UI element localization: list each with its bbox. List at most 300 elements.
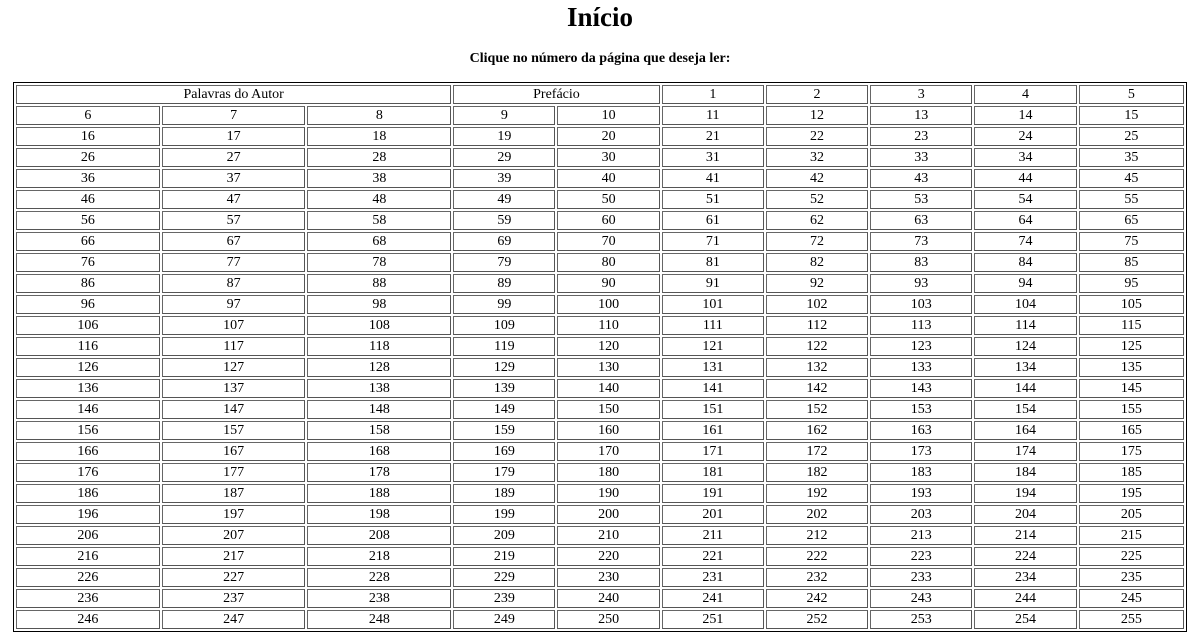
page-link[interactable]: 164 [1015,423,1037,438]
page-link[interactable]: 23 [914,129,929,144]
page-link[interactable]: 106 [77,318,99,333]
page-number-cell[interactable] [870,106,972,125]
page-number-cell[interactable] [974,106,1076,125]
page-link[interactable]: 189 [493,486,515,501]
page-link[interactable]: 218 [368,549,390,564]
page-number-cell[interactable] [307,169,451,188]
page-link[interactable]: Prefácio [533,87,580,102]
page-number-cell[interactable] [870,337,972,356]
page-number-cell[interactable] [453,589,555,608]
page-number-cell[interactable] [307,316,451,335]
page-link[interactable]: 73 [914,234,929,249]
page-link[interactable]: 126 [77,360,99,375]
page-number-cell[interactable] [766,274,868,293]
page-number-cell[interactable] [307,526,451,545]
page-number-cell[interactable] [662,379,764,398]
page-link[interactable]: 156 [77,423,99,438]
page-number-cell[interactable] [453,526,555,545]
page-number-cell[interactable] [557,484,659,503]
page-number-cell[interactable] [453,211,555,230]
page-link[interactable]: 191 [702,486,724,501]
page-link[interactable]: 18 [372,129,387,144]
page-link[interactable]: 238 [368,591,390,606]
page-link[interactable]: 168 [368,444,390,459]
page-number-cell[interactable] [974,232,1076,251]
page-number-cell[interactable] [870,526,972,545]
page-number-cell[interactable] [870,358,972,377]
page-number-cell[interactable] [307,484,451,503]
page-number-cell[interactable] [162,442,306,461]
page-number-cell[interactable] [1079,253,1184,272]
page-link[interactable]: 165 [1120,423,1142,438]
page-link[interactable]: 175 [1120,444,1142,459]
page-number-cell[interactable] [766,295,868,314]
page-number-cell[interactable] [662,421,764,440]
page-number-cell[interactable] [766,232,868,251]
page-link[interactable]: 227 [223,570,245,585]
page-link[interactable]: 134 [1015,360,1037,375]
page-number-cell[interactable] [557,610,659,629]
page-link[interactable]: 104 [1015,297,1037,312]
page-link[interactable]: 249 [493,612,515,627]
page-link[interactable]: 148 [368,402,390,417]
page-number-cell[interactable] [1079,295,1184,314]
page-number-cell[interactable] [16,442,160,461]
page-number-cell[interactable] [307,568,451,587]
page-link[interactable]: 54 [1018,192,1033,207]
page-number-cell[interactable] [16,568,160,587]
page-number-cell[interactable] [766,589,868,608]
page-link[interactable]: 138 [368,381,390,396]
page-link[interactable]: 196 [77,507,99,522]
page-link[interactable]: 72 [810,234,825,249]
page-number-cell[interactable] [1079,358,1184,377]
page-number-cell[interactable] [307,547,451,566]
page-link[interactable]: 110 [598,318,619,333]
page-number-cell[interactable] [557,505,659,524]
page-number-cell[interactable] [870,610,972,629]
page-link[interactable]: 79 [497,255,512,270]
page-link[interactable]: 78 [372,255,387,270]
page-link[interactable]: 19 [497,129,512,144]
page-number-cell[interactable] [162,505,306,524]
page-link[interactable]: 150 [598,402,620,417]
page-number-cell[interactable] [766,106,868,125]
page-number-cell[interactable] [16,232,160,251]
page-number-cell[interactable] [974,169,1076,188]
page-link[interactable]: 92 [810,276,825,291]
page-number-cell[interactable] [870,169,972,188]
page-number-cell[interactable] [453,148,555,167]
page-number-cell[interactable] [662,127,764,146]
page-number-cell[interactable] [162,337,306,356]
page-number-cell[interactable] [870,463,972,482]
page-link[interactable]: 36 [80,171,95,186]
page-number-cell[interactable] [1079,610,1184,629]
page-number-cell[interactable] [557,253,659,272]
page-number-cell[interactable] [974,610,1076,629]
page-link[interactable]: 235 [1120,570,1142,585]
page-number-cell[interactable] [662,505,764,524]
page-link[interactable]: 35 [1124,150,1139,165]
page-link[interactable]: 94 [1018,276,1033,291]
page-number-cell[interactable] [974,379,1076,398]
page-number-cell[interactable] [16,337,160,356]
page-number-cell[interactable] [1079,421,1184,440]
page-number-cell[interactable] [766,190,868,209]
page-number-cell[interactable] [307,232,451,251]
page-link[interactable]: 184 [1015,465,1037,480]
page-link[interactable]: 128 [368,360,390,375]
page-link[interactable]: 57 [226,213,241,228]
page-number-cell[interactable] [766,610,868,629]
page-number-cell[interactable] [1079,274,1184,293]
page-link[interactable]: 158 [368,423,390,438]
page-link[interactable]: 153 [910,402,932,417]
page-link[interactable]: 108 [368,318,390,333]
page-number-cell[interactable] [1079,211,1184,230]
page-link[interactable]: 163 [910,423,932,438]
page-link[interactable]: 136 [77,381,99,396]
page-link[interactable]: 228 [368,570,390,585]
page-link[interactable]: 137 [223,381,245,396]
page-link[interactable]: 215 [1120,528,1142,543]
page-link[interactable]: 217 [223,549,245,564]
page-link[interactable]: 205 [1120,507,1142,522]
page-number-cell[interactable] [662,442,764,461]
page-link[interactable]: 69 [497,234,512,249]
page-number-cell[interactable] [662,106,764,125]
page-link[interactable]: 133 [910,360,932,375]
page-number-cell[interactable] [307,253,451,272]
page-number-cell[interactable] [453,337,555,356]
page-link[interactable]: 152 [806,402,828,417]
page-link[interactable]: 239 [493,591,515,606]
page-link[interactable]: 117 [223,339,244,354]
page-link[interactable]: 193 [910,486,932,501]
page-number-cell[interactable] [974,421,1076,440]
page-link[interactable]: 149 [493,402,515,417]
page-number-cell[interactable] [662,484,764,503]
page-link[interactable]: 1 [709,87,717,102]
page-number-cell[interactable] [162,148,306,167]
page-number-cell[interactable] [307,127,451,146]
page-number-cell[interactable] [16,127,160,146]
page-number-cell[interactable] [1079,127,1184,146]
page-number-cell[interactable] [974,505,1076,524]
page-link[interactable]: 146 [77,402,99,417]
page-link[interactable]: 132 [806,360,828,375]
index-header-cell[interactable] [16,85,451,104]
page-number-cell[interactable] [662,274,764,293]
page-number-cell[interactable] [1079,148,1184,167]
page-link[interactable]: 241 [702,591,724,606]
page-link[interactable]: 248 [368,612,390,627]
page-number-cell[interactable] [870,253,972,272]
page-number-cell[interactable] [162,316,306,335]
page-link[interactable]: 86 [80,276,95,291]
page-link[interactable]: 64 [1018,213,1033,228]
page-link[interactable]: 147 [223,402,245,417]
page-link[interactable]: 200 [598,507,620,522]
page-link[interactable]: 56 [80,213,95,228]
page-number-cell[interactable] [662,463,764,482]
page-link[interactable]: 222 [806,549,828,564]
page-link[interactable]: 114 [1015,318,1036,333]
index-header-cell[interactable] [662,85,764,104]
page-link[interactable]: 207 [223,528,245,543]
page-number-cell[interactable] [870,274,972,293]
page-number-cell[interactable] [557,589,659,608]
page-link[interactable]: 178 [368,465,390,480]
page-number-cell[interactable] [870,589,972,608]
page-number-cell[interactable] [557,169,659,188]
index-header-cell[interactable] [870,85,972,104]
page-link[interactable]: 198 [368,507,390,522]
page-number-cell[interactable] [16,274,160,293]
page-link[interactable]: 154 [1015,402,1037,417]
page-link[interactable]: 27 [226,150,241,165]
index-header-cell[interactable] [974,85,1076,104]
page-link[interactable]: 130 [598,360,620,375]
page-link[interactable]: Palavras do Autor [183,87,284,102]
page-link[interactable]: 87 [226,276,241,291]
page-number-cell[interactable] [307,274,451,293]
page-link[interactable]: 71 [705,234,720,249]
page-number-cell[interactable] [557,316,659,335]
page-number-cell[interactable] [16,400,160,419]
page-link[interactable]: 113 [911,318,932,333]
page-link[interactable]: 174 [1015,444,1037,459]
page-link[interactable]: 21 [705,129,720,144]
page-number-cell[interactable] [662,526,764,545]
page-link[interactable]: 135 [1120,360,1142,375]
page-link[interactable]: 157 [223,423,245,438]
page-number-cell[interactable] [1079,337,1184,356]
page-number-cell[interactable] [307,505,451,524]
page-link[interactable]: 28 [372,150,387,165]
page-link[interactable]: 210 [598,528,620,543]
page-link[interactable]: 251 [702,612,724,627]
page-number-cell[interactable] [16,148,160,167]
page-number-cell[interactable] [974,295,1076,314]
page-number-cell[interactable] [557,127,659,146]
page-number-cell[interactable] [766,526,868,545]
page-link[interactable]: 173 [910,444,932,459]
page-link[interactable]: 34 [1018,150,1033,165]
page-link[interactable]: 224 [1015,549,1037,564]
page-number-cell[interactable] [162,274,306,293]
page-number-cell[interactable] [162,211,306,230]
page-number-cell[interactable] [16,358,160,377]
page-number-cell[interactable] [662,295,764,314]
page-number-cell[interactable] [870,295,972,314]
page-number-cell[interactable] [307,295,451,314]
page-link[interactable]: 5 [1127,87,1135,102]
page-link[interactable]: 159 [493,423,515,438]
page-link[interactable]: 167 [223,444,245,459]
page-link[interactable]: 46 [80,192,95,207]
page-link[interactable]: 247 [223,612,245,627]
page-link[interactable]: 253 [910,612,932,627]
page-number-cell[interactable] [16,253,160,272]
page-link[interactable]: 181 [702,465,724,480]
page-number-cell[interactable] [1079,400,1184,419]
page-number-cell[interactable] [162,526,306,545]
page-link[interactable]: 10 [601,108,616,123]
page-number-cell[interactable] [162,169,306,188]
page-link[interactable]: 3 [917,87,925,102]
page-link[interactable]: 84 [1018,255,1033,270]
page-link[interactable]: 182 [806,465,828,480]
page-number-cell[interactable] [1079,463,1184,482]
page-number-cell[interactable] [557,337,659,356]
page-number-cell[interactable] [1079,589,1184,608]
page-number-cell[interactable] [870,316,972,335]
page-number-cell[interactable] [870,505,972,524]
page-number-cell[interactable] [766,169,868,188]
page-number-cell[interactable] [662,610,764,629]
page-link[interactable]: 255 [1120,612,1142,627]
page-number-cell[interactable] [870,421,972,440]
page-link[interactable]: 48 [372,192,387,207]
page-link[interactable]: 229 [493,570,515,585]
page-link[interactable]: 142 [806,381,828,396]
page-link[interactable]: 44 [1018,171,1033,186]
page-number-cell[interactable] [662,358,764,377]
page-number-cell[interactable] [162,400,306,419]
page-number-cell[interactable] [307,421,451,440]
page-link[interactable]: 169 [493,444,515,459]
page-number-cell[interactable] [1079,190,1184,209]
page-link[interactable]: 213 [910,528,932,543]
page-number-cell[interactable] [307,463,451,482]
page-link[interactable]: 8 [375,108,383,123]
page-link[interactable]: 45 [1124,171,1139,186]
page-link[interactable]: 12 [810,108,825,123]
page-number-cell[interactable] [307,211,451,230]
page-number-cell[interactable] [307,337,451,356]
page-number-cell[interactable] [974,463,1076,482]
page-link[interactable]: 77 [226,255,241,270]
page-link[interactable]: 83 [914,255,929,270]
page-number-cell[interactable] [307,106,451,125]
page-link[interactable]: 31 [705,150,720,165]
page-number-cell[interactable] [766,484,868,503]
page-link[interactable]: 85 [1124,255,1139,270]
page-link[interactable]: 231 [702,570,724,585]
page-link[interactable]: 98 [372,297,387,312]
page-number-cell[interactable] [662,232,764,251]
page-link[interactable]: 52 [810,192,825,207]
page-number-cell[interactable] [162,379,306,398]
page-link[interactable]: 29 [497,150,512,165]
page-link[interactable]: 13 [914,108,929,123]
page-number-cell[interactable] [1079,169,1184,188]
page-link[interactable]: 131 [702,360,724,375]
page-link[interactable]: 14 [1018,108,1033,123]
page-link[interactable]: 177 [223,465,245,480]
page-number-cell[interactable] [766,337,868,356]
page-link[interactable]: 43 [914,171,929,186]
page-link[interactable]: 53 [914,192,929,207]
page-link[interactable]: 245 [1120,591,1142,606]
page-number-cell[interactable] [557,106,659,125]
page-link[interactable]: 112 [806,318,828,333]
page-link[interactable]: 125 [1120,339,1142,354]
page-link[interactable]: 26 [80,150,95,165]
page-number-cell[interactable] [766,505,868,524]
page-number-cell[interactable] [162,421,306,440]
page-link[interactable]: 119 [494,339,515,354]
page-number-cell[interactable] [974,337,1076,356]
page-number-cell[interactable] [453,253,555,272]
page-link[interactable]: 75 [1124,234,1139,249]
page-number-cell[interactable] [307,379,451,398]
page-link[interactable]: 111 [702,318,723,333]
page-link[interactable]: 223 [910,549,932,564]
page-number-cell[interactable] [557,358,659,377]
page-number-cell[interactable] [766,400,868,419]
page-link[interactable]: 101 [702,297,724,312]
page-number-cell[interactable] [307,589,451,608]
page-number-cell[interactable] [162,106,306,125]
page-number-cell[interactable] [870,442,972,461]
page-link[interactable]: 155 [1120,402,1142,417]
page-number-cell[interactable] [453,169,555,188]
page-number-cell[interactable] [974,568,1076,587]
page-number-cell[interactable] [974,127,1076,146]
page-number-cell[interactable] [1079,484,1184,503]
page-number-cell[interactable] [766,316,868,335]
page-number-cell[interactable] [662,253,764,272]
page-number-cell[interactable] [453,274,555,293]
page-link[interactable]: 42 [810,171,825,186]
page-link[interactable]: 58 [372,213,387,228]
page-link[interactable]: 16 [80,129,95,144]
page-link[interactable]: 246 [77,612,99,627]
page-link[interactable]: 143 [910,381,932,396]
page-number-cell[interactable] [870,400,972,419]
page-number-cell[interactable] [766,568,868,587]
page-number-cell[interactable] [1079,379,1184,398]
page-link[interactable]: 121 [702,339,724,354]
page-number-cell[interactable] [870,379,972,398]
page-link[interactable]: 250 [598,612,620,627]
page-link[interactable]: 123 [910,339,932,354]
page-number-cell[interactable] [557,274,659,293]
page-number-cell[interactable] [662,190,764,209]
page-number-cell[interactable] [1079,568,1184,587]
page-number-cell[interactable] [16,484,160,503]
page-link[interactable]: 212 [806,528,828,543]
index-header-cell[interactable] [453,85,659,104]
page-link[interactable]: 180 [598,465,620,480]
page-number-cell[interactable] [766,127,868,146]
page-link[interactable]: 166 [77,444,99,459]
page-number-cell[interactable] [453,463,555,482]
page-link[interactable]: 37 [226,171,241,186]
page-link[interactable]: 201 [702,507,724,522]
page-number-cell[interactable] [662,589,764,608]
page-number-cell[interactable] [766,253,868,272]
page-number-cell[interactable] [453,316,555,335]
page-link[interactable]: 252 [806,612,828,627]
page-link[interactable]: 115 [1121,318,1142,333]
page-number-cell[interactable] [162,358,306,377]
page-link[interactable]: 211 [702,528,724,543]
page-link[interactable]: 103 [910,297,932,312]
